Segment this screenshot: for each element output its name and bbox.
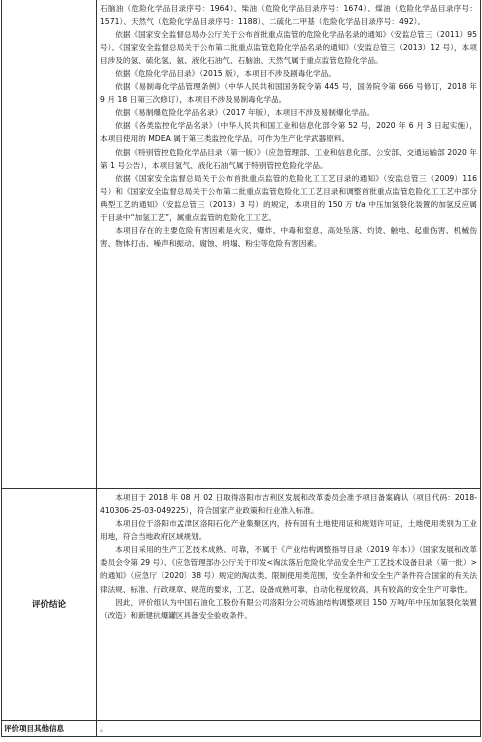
conclusion-paragraph: 本项目位于洛阳市孟津区洛阳石化产业集聚区内，持有国有土地使用证和规划许可证，土地使用类别为工业用地，符合当地政府区域规划。	[100, 518, 477, 541]
hazards-row	[2, 0, 481, 488]
hazard-paragraph: 依据《国家安全监督总局办公厅关于公布首批重点监管的危险化学品名录的通知》（安监总管三（2011）95 号）、《国家安全监督总局关于公布第二批重点监管危险化学品名录的通知》（安监总管三（2013）12 号），本项目涉及的氢、硫化氢、氨、液化石油气、石脑油、天然气属于重点监管危险化学品。	[100, 30, 477, 66]
other-info-row	[2, 720, 481, 736]
conclusion-paragraph: 本项目采用的生产工艺技术成熟、可靠，不属于《产业结构调整指导目录（2019 年本）》（国家发展和改革委员会令第 29 号）、《应急管理部办公厅关于印发<淘汰落后危险化学品安全生产工艺技术设备目录（第一批）>的通知》（应急厅〔2020〕38 号）规定的淘汰类、限制使用类范围，安全条件和安全生产条件符合国家的有关法律法规、标准、行政规章、规范的要求，工艺、设备成熟可靠，自动化程度较高，具有较高的安全生产可靠性。	[100, 545, 477, 594]
other-info-value: 。	[97, 720, 481, 736]
hazard-paragraph: 本项目存在的主要危险有害因素是火灾、爆炸、中毒和窒息、高处坠落、灼烫、触电、起重伤害、机械伤害、物体打击、噪声和振动、腐蚀、坍塌、粉尘等危险有害因素。	[100, 225, 477, 248]
hazard-paragraph: 依据《危险化学品目录》（2015 版），本项目不涉及剧毒化学品。	[115, 69, 336, 79]
conclusion-label: 评价结论	[2, 488, 97, 720]
conclusion-paragraph: 因此，评价组认为中国石油化工股份有限公司洛阳分公司炼油结构调整项目 150 万吨/年中压加氢裂化装置（改造）和新建抗爆罐区具备安全验收条件。	[100, 597, 477, 620]
conclusion-content-cell	[97, 488, 481, 720]
hazard-paragraph: 依据《易制爆危险化学品名录》（2017 年版），本项目不涉及易制爆化学品。	[115, 108, 375, 118]
hazard-paragraph: 依据《特别管控危险化学品目录（第一版）》（应急管理部、工业和信息化部、公安部、交通运输部 2020 年第 1 号公告），本项目氢气、液化石油气属于特别管控危险化学品。	[100, 147, 477, 170]
hazard-paragraph: 依据《各类监控化学品名录》（中华人民共和国工业和信息化部令第 52 号，2020 年 6 月 3 日起实施），本项目使用的 MDEA 属于第三类监控化学品，可作为生产化学武器原料。	[100, 121, 477, 144]
conclusion-row	[2, 488, 481, 720]
hazard-paragraph: 依据《国家安全监督总局关于公布首批重点监管的危险化工工艺目录的通知》（安监总管三（2009）116 号）和《国家安全监督总局关于公布第二批重点监管危险化工工艺目录和调整首批重点监管危险化工工艺中部分典型工艺的通知》（安监总管三（2013）3 号）的规定，本项目的 150 万 t/a 中压加氢裂化装置的加氢反应属于目录中“加氢工艺”，属重点监管的危险化工工艺。	[100, 173, 477, 222]
hazards-content-cell	[97, 0, 481, 488]
hazard-paragraph: 依据《易制毒化学品管理条例》（中华人民共和国国务院令第 445 号，国务院令第 666 号修订，2018 年 9 月 18 日第三次修订），本项目不涉及易制毒化学品。	[100, 82, 477, 105]
evaluation-table	[1, 0, 481, 737]
conclusion-paragraph: 本项目于 2018 年 08 月 02 日取得洛阳市吉利区发展和改革委员会准予项目备案确认（项目代码：2018-410306-25-03-049225），符合国家产业政策和行业准入标准。	[100, 492, 477, 515]
other-info-label: 评价项目其他信息	[2, 720, 97, 736]
hazard-paragraph: 石脑油（危险化学品目录序号：1964）、柴油（危险化学品目录序号：1674）、煤油（危险化学品目录序号：1571）、天然气（危险化学品目录序号：1188）、二硫化二甲基（危险化学品目录序号：492）。	[100, 4, 477, 27]
hazards-label-cell	[2, 0, 97, 488]
